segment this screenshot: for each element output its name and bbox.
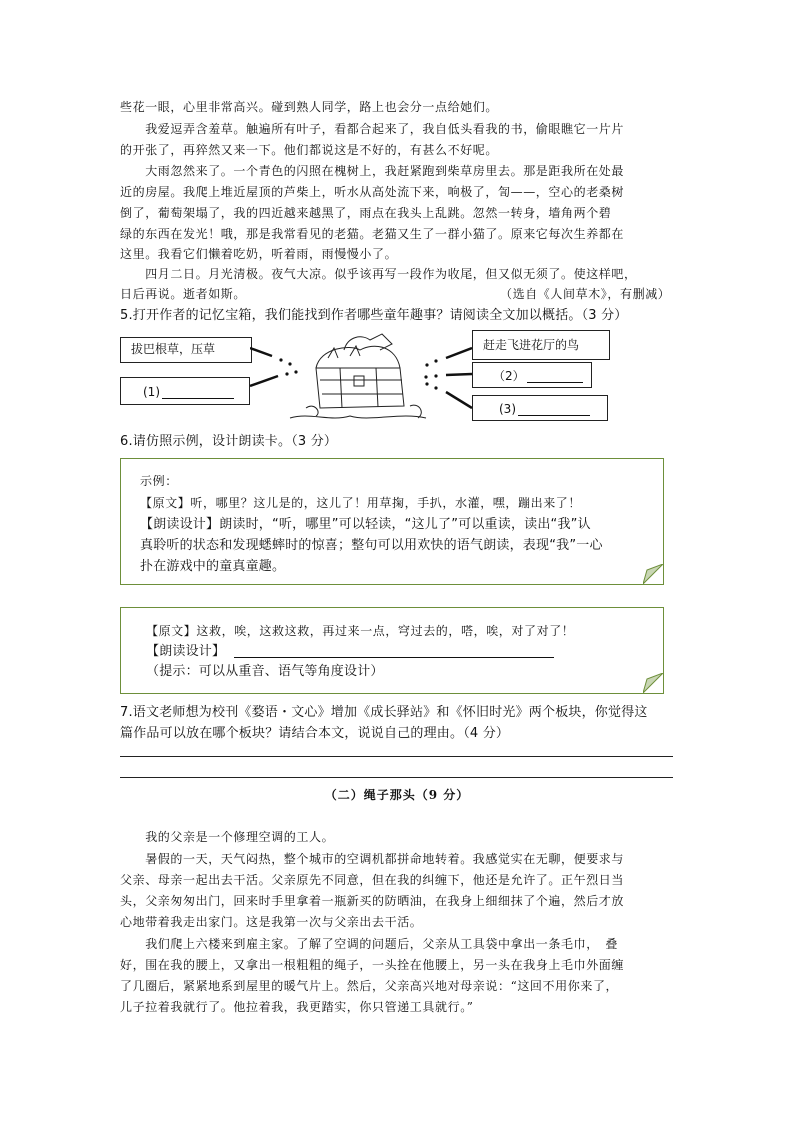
passage-line: 暑假的一天，天气闷热，整个城市的空调机都拼命地转着。我感觉实在无聊，便要求与 <box>120 852 625 866</box>
passage-line: 父亲、母亲一起出去干活。父亲原先不同意，但在我的纠缠下，他还是允许了。正午烈日当 <box>120 873 625 887</box>
answer-box-label: （2） <box>493 369 525 383</box>
answer-box-right-bottom[interactable] <box>472 395 608 421</box>
answer-line[interactable] <box>120 777 673 778</box>
answer-box-right-top <box>472 330 610 360</box>
page-fold-corner <box>643 673 663 693</box>
answer-blank[interactable] <box>162 386 234 399</box>
passage-line: 我的父亲是一个修理空调的工人。 <box>120 830 335 844</box>
task-design-blank[interactable] <box>234 657 554 658</box>
passage-line: 日后再说。逝者如斯。 <box>120 287 247 301</box>
passage-line: 这里。我看它们懒着吃奶，听着雨，雨慢慢小了。 <box>120 247 398 261</box>
passage-line: 倒了，葡萄架塌了，我的四近越来越黑了，雨点在我头上乱跳。忽然一转身，墙角两个碧 <box>120 206 612 220</box>
example-original: 【原文】听，哪里？这儿是的，这儿了！用草掬，手扒，水灌，嘿，蹦出来了！ <box>140 496 582 510</box>
passage-line: 好，围在我的腰上，又拿出一根粗粗的绳子，一头拴在他腰上，另一头在我身上毛巾外面缠 <box>120 958 625 972</box>
passage-line: 头，父亲匆匆出门，回来时手里拿着一瓶新买的防晒油，在我身上细细抹了个遍，然后才放 <box>120 894 625 908</box>
passage-line: 儿子拉着我就行了。他拉着我，我更踏实，你只管递工具就行。” <box>120 1000 474 1014</box>
answer-blank[interactable] <box>518 403 590 416</box>
passage-line: 的开张了，再猝然又来一下。他们都说这是不好的，有甚么不好呢。 <box>120 143 499 157</box>
passage-line: 绿的东西在发光！哦，那是我常看见的老猫。老猫又生了一群小猫了。原来它每次生养都在 <box>120 227 625 241</box>
section-title: （二）绳子那头（9 分） <box>324 788 470 802</box>
passage-source: （选自《人间草木》，有删减） <box>500 287 671 301</box>
question-6: 6.请仿照示例，设计朗读卡。（3 分） <box>120 434 338 449</box>
answer-box-label: (3) <box>499 402 516 416</box>
question-7-line: 篇作品可以放在哪个板块？请结合本文，说说自己的理由。（4 分） <box>120 726 510 741</box>
task-original: 【原文】这救，唉，这救这救，再过来一点，穹过去的，嗒，唉，对了对了！ <box>146 624 575 638</box>
passage-line: 些花一眼，心里非常高兴。碰到熟人同学，路上也会分一点给她们。 <box>120 100 499 114</box>
answer-box-left-top <box>120 337 252 363</box>
passage-line: 我们爬上六楼来到雇主家。了解了空调的问题后，父亲从工具袋中拿出一条毛巾， 叠 <box>120 937 619 951</box>
passage-line: 我爱逗弄含羞草。触遍所有叶子，看都合起来了，我自低头看我的书，偷眼瞧它一片片 <box>120 122 625 136</box>
example-design-line: 【朗读设计】朗读时，“听，哪里”可以轻读，“这儿了”可以重读，读出“我”认 <box>140 517 591 532</box>
passage-line: 了几圈后，紧紧地系到屋里的暖气片上。然后，父亲高兴地对母亲说：“这回不用你来了， <box>120 979 619 993</box>
treasure-chest-illustration <box>250 328 472 428</box>
answer-line[interactable] <box>120 756 673 757</box>
answer-box-text: 拔巴根草，压草 <box>131 342 216 356</box>
example-label: 示例： <box>140 474 178 488</box>
passage-line: 近的房屋。我爬上堆近屋顶的芦柴上，听水从高处流下来，响极了，訇——，空心的老桑树 <box>120 185 625 199</box>
passage-line: 大雨忽然来了。一个青色的闪照在槐树上，我赶紧跑到柴草房里去。那是距我所在处最 <box>120 164 625 178</box>
answer-box-label: (1) <box>143 385 160 399</box>
passage-line: 四月二日。月光清极。夜气大凉。似乎该再写一段作为收尾，但又似无须了。使这样吧， <box>120 267 637 281</box>
question-7-line: 7.语文老师想为校刊《婺语・文心》增加《成长驿站》和《怀旧时光》两个板块，你觉得这 <box>120 705 648 720</box>
task-design-label: 【朗读设计】 <box>146 644 226 659</box>
page-fold-corner <box>643 564 663 584</box>
question-5: 5.打开作者的记忆宝箱，我们能找到作者哪些童年趣事？请阅读全文加以概括。（3 分） <box>120 308 628 323</box>
example-design-line: 真聆听的状态和发现蟋蟀时的惊喜；整句可以用欢快的语气朗读，表现“我”一心 <box>140 538 603 553</box>
answer-box-right-mid[interactable] <box>472 362 592 388</box>
answer-box-text: 赶走飞进花厅的鸟 <box>483 338 580 352</box>
answer-box-left-bottom[interactable] <box>120 377 250 405</box>
passage-line: 心地带着我走出家门。这是我第一次与父亲出去干活。 <box>120 915 423 929</box>
example-design-line: 扑在游戏中的童真童趣。 <box>140 559 286 574</box>
task-hint: （提示：可以从重音、语气等角度设计） <box>146 664 384 679</box>
answer-blank[interactable] <box>527 370 583 383</box>
